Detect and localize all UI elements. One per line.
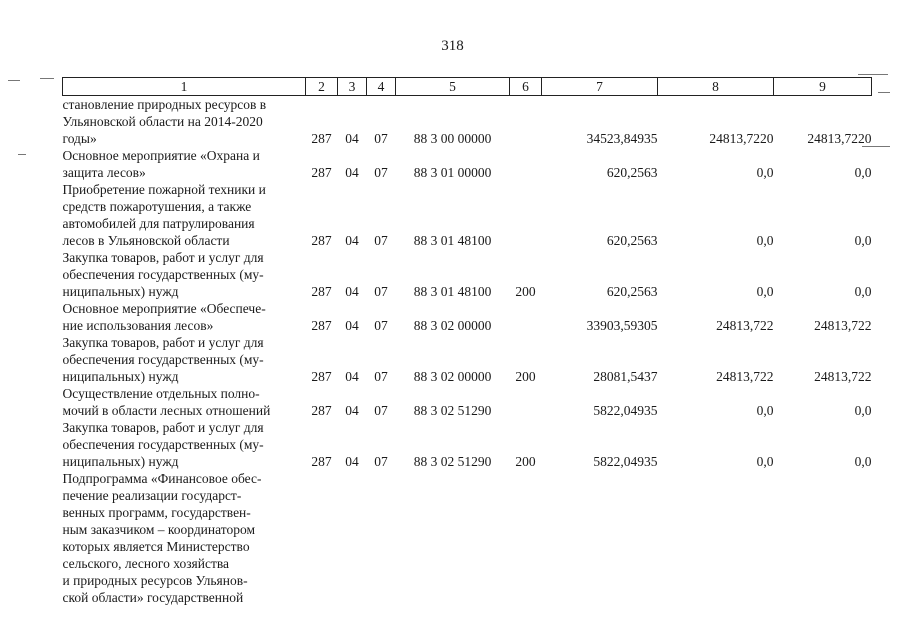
target-article-code: 88 3 02 00000: [413, 369, 492, 384]
amount-year-1: [542, 470, 658, 606]
row-name-line: Закупка товаров, работ и услуг для: [62, 250, 264, 265]
subsection-code: 07: [374, 403, 388, 418]
row-name-line: автомобилей для патрулирования: [62, 216, 255, 231]
row-name-line: Основное мероприятие «Обеспече-: [62, 301, 266, 316]
row-name-line: ниципальных) нужд: [62, 284, 179, 299]
row-name-line: годы»: [62, 131, 97, 146]
table-row: [63, 96, 872, 148]
amount-year-3: 0,0: [854, 454, 872, 469]
amount-year-1: 28081,5437: [593, 369, 658, 384]
table-row: [63, 300, 872, 334]
admin-code: 287: [311, 369, 332, 384]
row-name-line: Подпрограмма «Финансовое обес-: [62, 471, 262, 486]
target-article-code: 88 3 02 51290: [413, 454, 492, 469]
row-name-line: Приобретение пожарной техники и: [62, 182, 266, 197]
row-name: [63, 249, 306, 300]
expense-type-code: [510, 470, 542, 606]
subsection-code: [367, 470, 396, 606]
row-name: [63, 300, 306, 334]
amount-year-3: [774, 470, 872, 606]
scan-mark: [8, 80, 20, 81]
section-code: 04: [345, 403, 359, 418]
table-row: [63, 334, 872, 385]
scan-mark: [40, 78, 54, 79]
column-number-row: [63, 78, 872, 96]
amount-year-3: 24813,722: [814, 369, 872, 384]
row-name-line: которых является Министерство: [62, 539, 250, 554]
expense-type-code: [510, 96, 542, 148]
amount-year-2: 0,0: [756, 165, 774, 180]
column-header: 7: [542, 78, 658, 96]
section-code: 04: [345, 369, 359, 384]
table-row: [63, 385, 872, 419]
row-name-line: мочий в области лесных отношений: [62, 403, 271, 418]
target-article-code: 88 3 01 00000: [413, 165, 492, 180]
amount-year-1: 33903,59305: [586, 318, 658, 333]
row-name-line: лесов в Ульяновской области: [62, 233, 230, 248]
admin-code: 287: [311, 318, 332, 333]
row-name-line: Ульяновской области на 2014-2020: [62, 114, 263, 129]
row-name-line: ской области» государственной: [62, 590, 244, 605]
amount-year-2: 24813,722: [716, 318, 774, 333]
amount-year-2: 0,0: [756, 403, 774, 418]
expense-type-code: 200: [515, 454, 536, 469]
row-name-line: обеспечения государственных (му-: [62, 437, 264, 452]
amount-year-2: 0,0: [756, 454, 774, 469]
scan-mark: [858, 74, 888, 75]
admin-code: 287: [311, 454, 332, 469]
budget-table: [62, 77, 872, 606]
row-name: [63, 419, 306, 470]
subsection-code: 07: [374, 284, 388, 299]
amount-year-3: 24813,722: [814, 318, 872, 333]
amount-year-2: 0,0: [756, 284, 774, 299]
table-row: [63, 419, 872, 470]
admin-code: 287: [311, 165, 332, 180]
section-code: 04: [345, 131, 359, 146]
target-article-code: 88 3 02 00000: [413, 318, 492, 333]
amount-year-1: 620,2563: [606, 284, 658, 299]
row-name-line: печение реализации государст-: [62, 488, 242, 503]
amount-year-2: 24813,722: [716, 369, 774, 384]
column-header: 2: [306, 78, 338, 96]
amount-year-2: [658, 470, 774, 606]
subsection-code: 07: [374, 369, 388, 384]
scan-mark: [18, 154, 26, 155]
column-header: 1: [63, 78, 306, 96]
target-article-code: 88 3 01 48100: [413, 233, 492, 248]
row-name-line: Основное мероприятие «Охрана и: [62, 148, 260, 163]
admin-code: 287: [311, 284, 332, 299]
subsection-code: 07: [374, 233, 388, 248]
amount-year-1: 5822,04935: [593, 454, 658, 469]
amount-year-3: 24813,7220: [807, 131, 872, 146]
expense-type-code: [510, 147, 542, 181]
row-name-line: венных программ, государствен-: [62, 505, 251, 520]
expense-type-code: 200: [515, 284, 536, 299]
amount-year-3: 0,0: [854, 403, 872, 418]
scan-mark: [878, 92, 890, 93]
amount-year-1: 5822,04935: [593, 403, 658, 418]
subsection-code: 07: [374, 165, 388, 180]
amount-year-2: 0,0: [756, 233, 774, 248]
amount-year-3: 0,0: [854, 284, 872, 299]
row-name-line: ние использования лесов»: [62, 318, 214, 333]
section-code: 04: [345, 284, 359, 299]
column-header: 6: [510, 78, 542, 96]
amount-year-1: 34523,84935: [586, 131, 658, 146]
section-code: [338, 470, 367, 606]
row-name-line: Закупка товаров, работ и услуг для: [62, 335, 264, 350]
subsection-code: 07: [374, 318, 388, 333]
row-name-line: обеспечения государственных (му-: [62, 267, 264, 282]
row-name-line: становление природных ресурсов в: [62, 97, 267, 112]
target-article-code: 88 3 00 00000: [413, 131, 492, 146]
row-name-line: защита лесов»: [62, 165, 146, 180]
section-code: 04: [345, 318, 359, 333]
expense-type-code: [510, 181, 542, 249]
row-name-line: ниципальных) нужд: [62, 454, 179, 469]
target-article-code: 88 3 02 51290: [413, 403, 492, 418]
table-row: [63, 147, 872, 181]
page-number: 318: [441, 38, 464, 54]
row-name-line: сельского, лесного хозяйства: [62, 556, 230, 571]
column-header: 5: [396, 78, 510, 96]
admin-code: 287: [311, 131, 332, 146]
row-name: [63, 96, 306, 148]
column-header: 4: [367, 78, 396, 96]
section-code: 04: [345, 454, 359, 469]
column-header: 9: [774, 78, 872, 96]
admin-code: 287: [311, 233, 332, 248]
table-row: [63, 470, 872, 606]
amount-year-3: 0,0: [854, 165, 872, 180]
table-row: [63, 249, 872, 300]
row-name-line: обеспечения государственных (му-: [62, 352, 264, 367]
row-name-line: и природных ресурсов Ульянов-: [62, 573, 248, 588]
row-name: [63, 334, 306, 385]
target-article-code: 88 3 01 48100: [413, 284, 492, 299]
admin-code: [306, 470, 338, 606]
table-row: [63, 181, 872, 249]
subsection-code: 07: [374, 131, 388, 146]
amount-year-2: 24813,7220: [709, 131, 774, 146]
amount-year-3: 0,0: [854, 233, 872, 248]
expense-type-code: [510, 300, 542, 334]
row-name: [63, 181, 306, 249]
column-header: 3: [338, 78, 367, 96]
row-name: [63, 385, 306, 419]
row-name-line: ным заказчиком – координатором: [62, 522, 256, 537]
subsection-code: 07: [374, 454, 388, 469]
section-code: 04: [345, 165, 359, 180]
target-article-code: [396, 470, 510, 606]
row-name-line: Закупка товаров, работ и услуг для: [62, 420, 264, 435]
row-name-line: средств пожаротушения, а также: [62, 199, 252, 214]
row-name-line: ниципальных) нужд: [62, 369, 179, 384]
expense-type-code: [510, 385, 542, 419]
section-code: 04: [345, 233, 359, 248]
row-name: [63, 470, 306, 606]
expense-type-code: 200: [515, 369, 536, 384]
admin-code: 287: [311, 403, 332, 418]
column-header: 8: [658, 78, 774, 96]
row-name: [63, 147, 306, 181]
amount-year-1: 620,2563: [606, 165, 658, 180]
amount-year-1: 620,2563: [606, 233, 658, 248]
row-name-line: Осуществление отдельных полно-: [62, 386, 260, 401]
